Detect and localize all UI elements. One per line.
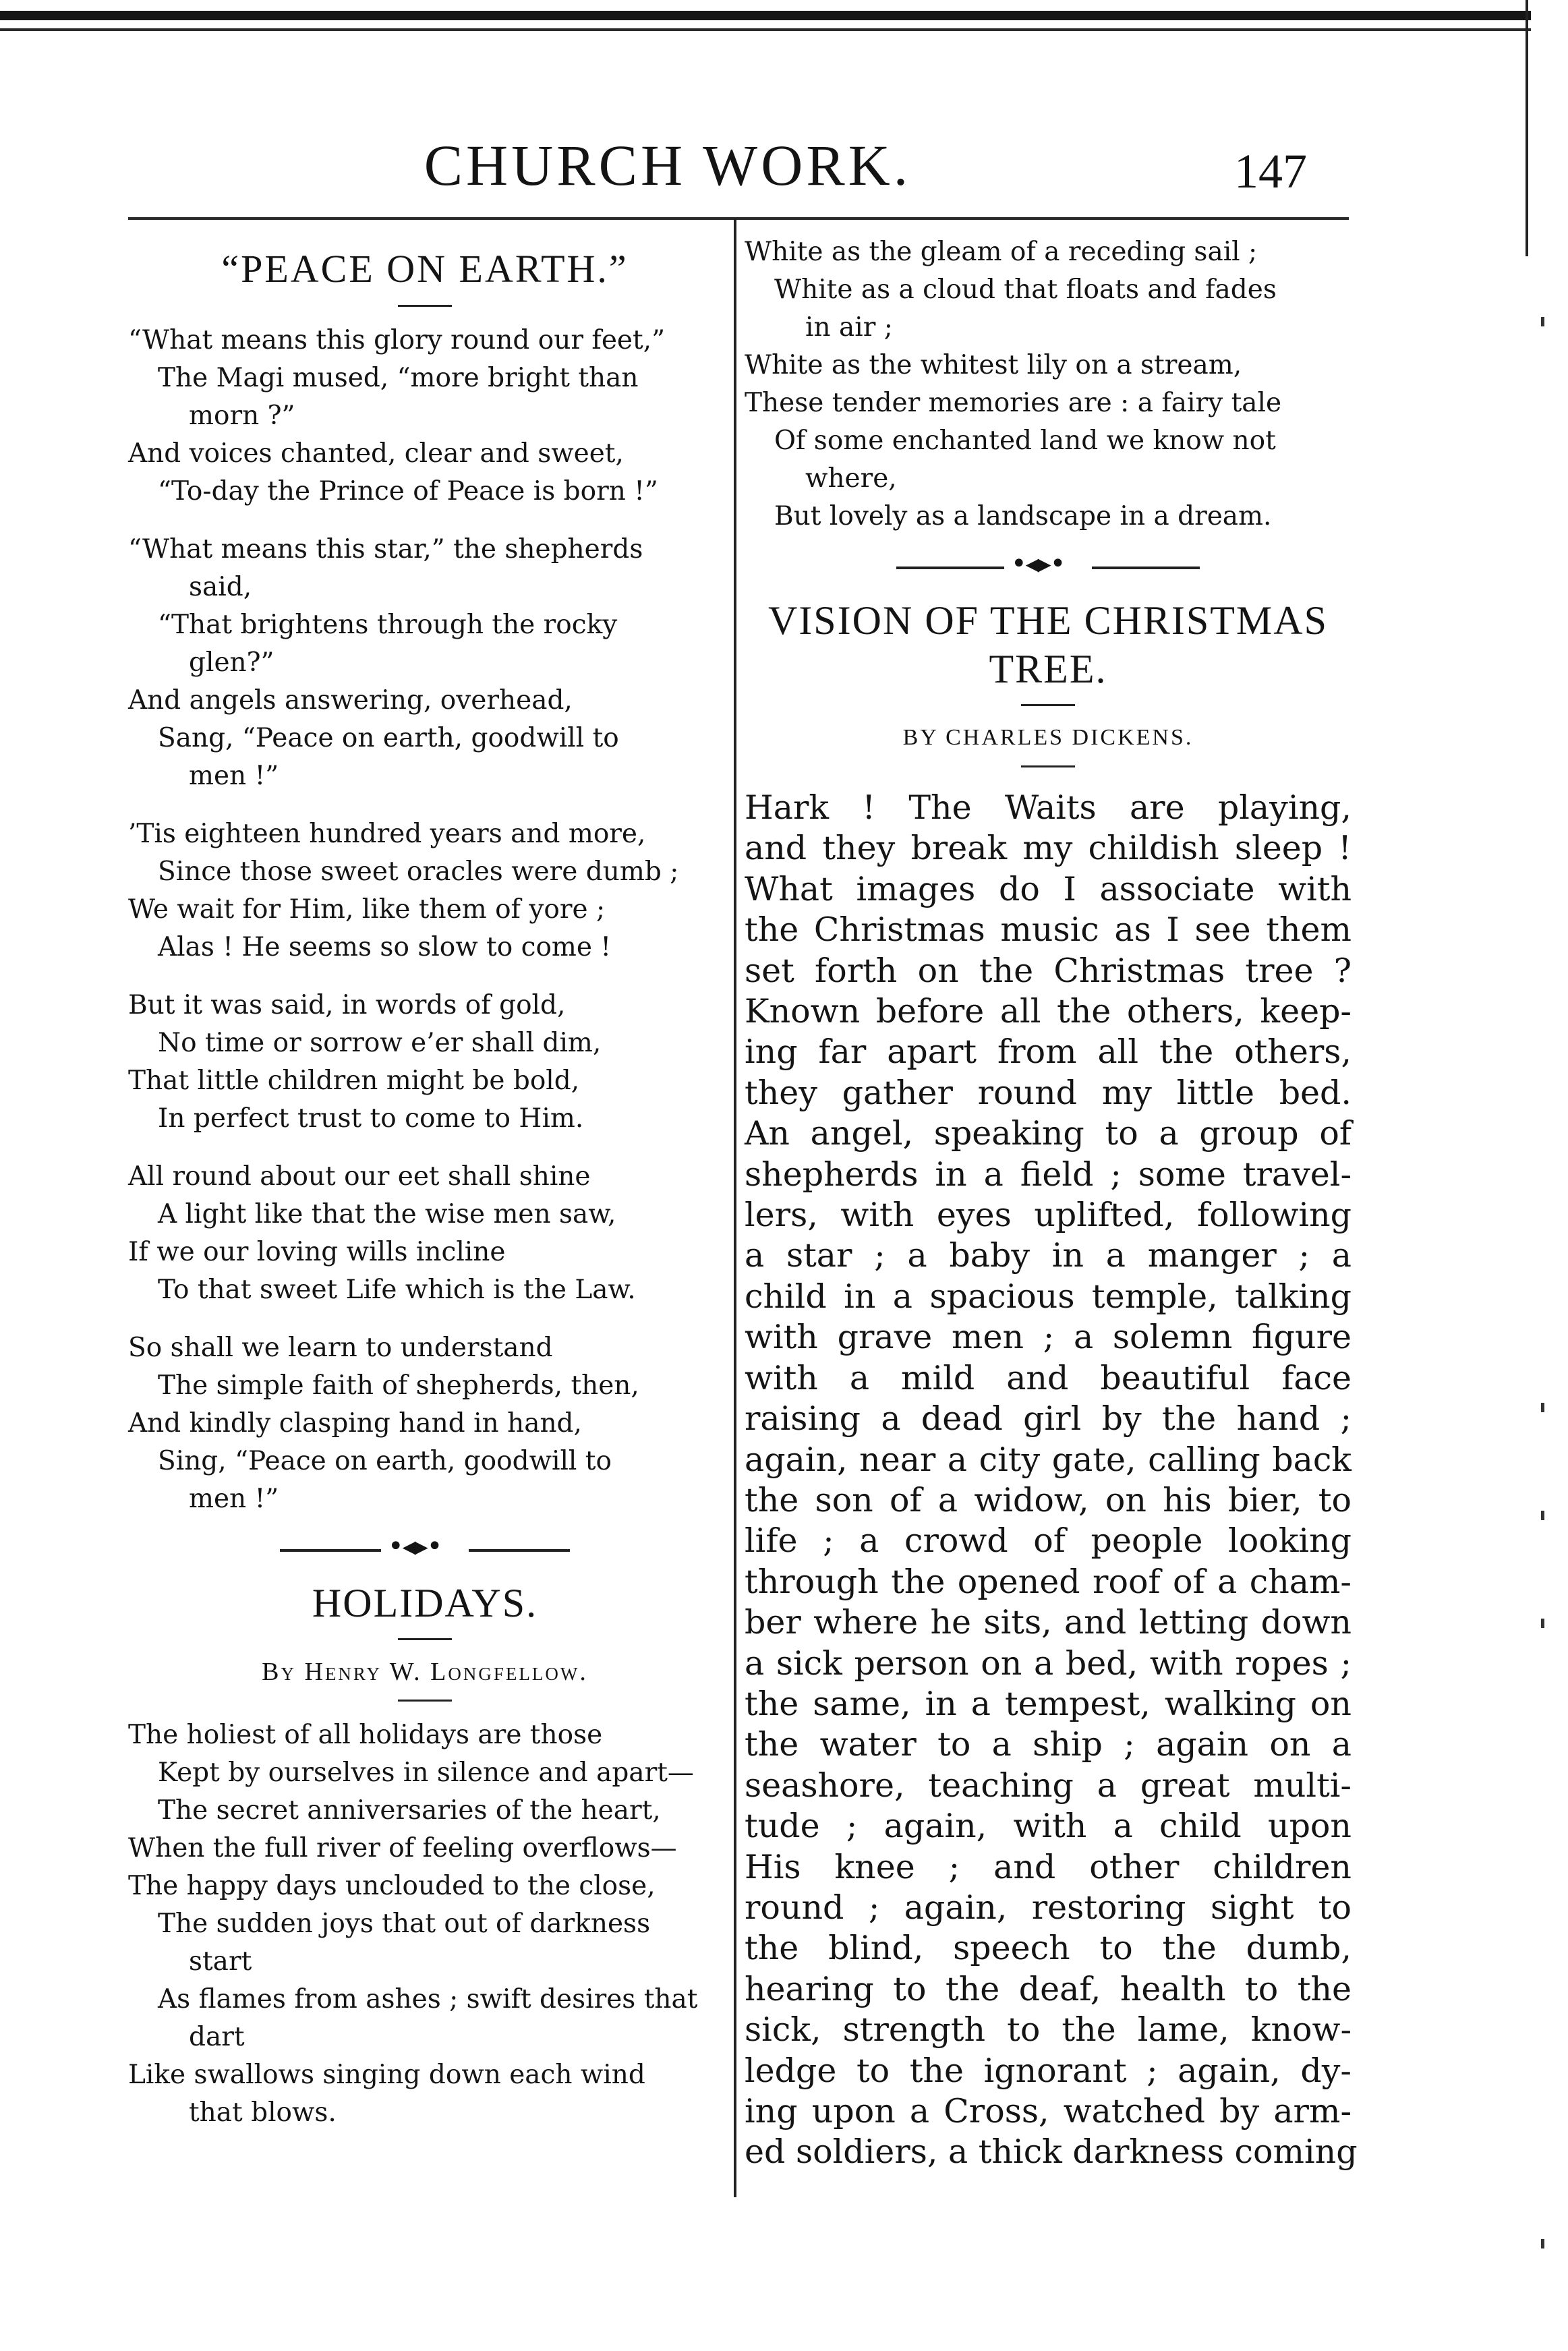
verse-line: “What means this glory round our feet,”: [128, 325, 666, 355]
stanza: [128, 1329, 722, 1518]
title-rule: [398, 305, 452, 307]
verse-line: To that sweet Life which is the Law.: [158, 1275, 636, 1305]
verse-line: And voices chanted, clear and sweet,: [128, 438, 624, 469]
verse-line: in air ;: [805, 312, 893, 343]
prose-line: ed soldiers, a thick darkness coming: [745, 2132, 1358, 2172]
prose-line: tude ; again, with a child upon: [745, 1807, 1352, 1846]
verse-line: dart: [189, 2022, 245, 2052]
verse-line: ’Tis eighteen hundred years and more,: [128, 819, 646, 849]
verse-line: Kept by ourselves in silence and apart—: [158, 1758, 694, 1788]
header-rule: [128, 217, 1349, 220]
section-ornament: •◂▸•: [896, 556, 1200, 580]
byline-dickens: BY CHARLES DICKENS.: [902, 725, 1194, 750]
prose-line: Hark ! The Waits are playing,: [745, 788, 1352, 827]
prose-line: ber where he sits, and letting down: [745, 1603, 1352, 1642]
byline-longfellow: By Henry W. Longfellow.: [262, 1658, 588, 1686]
prose-line: hearing to the deaf, health to the: [745, 1969, 1352, 2008]
verse-line: White as the gleam of a receding sail ;: [745, 237, 1258, 267]
right-column: [745, 233, 1358, 2173]
poem-body-holidays-continued: [745, 233, 1352, 535]
verse-line: White as the whitest lily on a stream,: [745, 350, 1242, 380]
poem-body-peace-on-earth: [128, 322, 722, 1518]
title-rule: [1021, 704, 1075, 706]
verse-line: The simple faith of shepherds, then,: [158, 1370, 639, 1401]
prose-line: the blind, speech to the dumb,: [745, 1929, 1352, 1968]
prose-line: they gather round my little bed.: [745, 1073, 1352, 1112]
prose-line: shepherds in a field ; some travel-: [745, 1155, 1352, 1194]
byline-rule: [398, 1700, 452, 1702]
verse-line: In perfect trust to come to Him.: [158, 1103, 584, 1134]
verse-line: men !”: [189, 1484, 279, 1514]
column-divider: [734, 219, 736, 2197]
prose-line: ing upon a Cross, watched by arm-: [745, 2092, 1352, 2130]
verse-line: “What means this star,” the shepherds: [128, 534, 643, 564]
section-ornament: •◂▸•: [280, 1538, 570, 1563]
stanza: [128, 987, 722, 1138]
left-column: [128, 244, 722, 2132]
verse-line: “To-day the Prince of Peace is born !”: [158, 476, 658, 506]
verse-line: men !”: [189, 761, 279, 791]
verse-line: White as a cloud that floats and fades: [774, 274, 1277, 305]
stanza: [128, 815, 722, 966]
scan-speck: [1541, 1511, 1544, 1520]
prose-line: the son of a widow, on his bier, to: [745, 1480, 1352, 1519]
verse-line: “That brightens through the rocky: [158, 610, 618, 640]
verse-line: But lovely as a landscape in a dream.: [774, 501, 1272, 531]
verse-line: Sang, “Peace on earth, goodwill to: [158, 723, 619, 753]
verse-line: Since those sweet oracles were dumb ;: [158, 857, 679, 887]
verse-line: No time or sorrow e’er shall dim,: [158, 1028, 602, 1058]
prose-line: ledge to the ignorant ; again, dy-: [745, 2051, 1352, 2090]
verse-line: A light like that the wise men saw,: [158, 1199, 616, 1229]
prose-line: set forth on the Christmas tree ?: [745, 951, 1352, 990]
prose-line: life ; a crowd of people looking: [745, 1521, 1352, 1561]
verse-line: morn ?”: [189, 401, 295, 431]
prose-line: child in a spacious temple, talking: [745, 1277, 1352, 1316]
poem-title-peace-on-earth: “PEACE ON EARTH.”: [221, 247, 629, 291]
scan-speck: [1541, 1619, 1544, 1628]
prose-line: the water to a ship ; again on a: [745, 1725, 1352, 1764]
verse-line: That little children might be bold,: [128, 1066, 580, 1096]
article-title-line-1: VISION OF THE CHRISTMAS: [768, 598, 1328, 643]
scan-speck: [1541, 1403, 1544, 1412]
stanza: [128, 1158, 722, 1309]
prose-line: a sick person on a bed, with ropes ;: [745, 1644, 1352, 1683]
prose-line: lers, with eyes uplifted, following: [745, 1196, 1352, 1235]
verse-line: All round about our eet shall shine: [128, 1161, 591, 1192]
verse-line: So shall we learn to understand: [128, 1333, 553, 1363]
prose-line: round ; again, restoring sight to: [745, 1888, 1352, 1927]
verse-line: When the full river of feeling overflows—: [128, 1833, 677, 1863]
prose-line: ing far apart from all the others,: [745, 1033, 1352, 1072]
prose-line: What images do I associate with: [745, 869, 1352, 908]
page-number: 147: [1234, 144, 1307, 198]
title-rule: [398, 1638, 452, 1640]
prose-line: Known before all the others, keep-: [745, 992, 1352, 1031]
running-title: CHURCH WORK.: [424, 133, 912, 198]
verse-line: glen?”: [189, 647, 274, 678]
prose-line: with a mild and beautiful face: [745, 1358, 1352, 1397]
verse-line: We wait for Him, like them of yore ;: [128, 894, 606, 925]
verse-line: If we our loving wills incline: [128, 1237, 506, 1267]
stanza: [128, 531, 722, 795]
prose-line: the Christmas music as I see them: [745, 910, 1352, 950]
scan-speck: [1541, 317, 1544, 326]
verse-line: The holiest of all holidays are those: [128, 1720, 603, 1750]
prose-line: through the opened roof of a cham-: [745, 1562, 1352, 1601]
top-border-thin-rule: [0, 28, 1531, 31]
prose-line: An angel, speaking to a group of: [745, 1114, 1352, 1153]
article-body: [745, 788, 1358, 2173]
top-border-rule: [0, 0, 1531, 20]
prose-line: sick, strength to the lame, know-: [745, 2010, 1352, 2050]
verse-line: And angels answering, overhead,: [128, 685, 573, 716]
verse-line: The secret anniversaries of the heart,: [158, 1795, 661, 1826]
verse-line: Of some enchanted land we know not: [774, 426, 1276, 456]
page-header: [0, 125, 1568, 206]
verse-line: Alas ! He seems so slow to come !: [158, 932, 612, 962]
verse-line: Sing, “Peace on earth, goodwill to: [158, 1446, 612, 1476]
verse-line: As flames from ashes ; swift desires that: [158, 1984, 698, 2014]
verse-line: These tender memories are : a fairy tale: [745, 388, 1282, 418]
prose-line: His knee ; and other children: [745, 1847, 1352, 1886]
prose-line: and they break my childish sleep !: [745, 829, 1352, 868]
byline-rule: [1021, 765, 1075, 767]
verse-line: start: [189, 1946, 252, 1977]
scan-speck: [1541, 2239, 1544, 2248]
prose-line: seashore, teaching a great multi-: [745, 1766, 1352, 1805]
verse-line: said,: [189, 572, 252, 602]
prose-line: with grave men ; a solemn figure: [745, 1318, 1352, 1357]
prose-line: a star ; a baby in a manger ; a: [745, 1236, 1352, 1275]
verse-line: And kindly clasping hand in hand,: [128, 1408, 582, 1439]
stanza: [128, 322, 722, 511]
verse-line: But it was said, in words of gold,: [128, 990, 566, 1020]
verse-line: Like swallows singing down each wind: [128, 2060, 645, 2090]
verse-line: The sudden joys that out of darkness: [158, 1909, 651, 1939]
prose-line: the same, in a tempest, walking on: [745, 1684, 1352, 1723]
poem-title-holidays: HOLIDAYS.: [312, 1581, 538, 1625]
prose-line: raising a dead girl by the hand ;: [745, 1399, 1352, 1439]
verse-line: The Magi mused, “more bright than: [158, 363, 639, 393]
poem-body-holidays: [128, 1716, 722, 2132]
article-title-line-2: TREE.: [989, 647, 1107, 691]
prose-line: again, near a city gate, calling back: [745, 1440, 1352, 1479]
verse-line: where,: [805, 463, 897, 494]
verse-line: The happy days unclouded to the close,: [128, 1871, 656, 1901]
verse-line: that blows.: [189, 2097, 337, 2128]
